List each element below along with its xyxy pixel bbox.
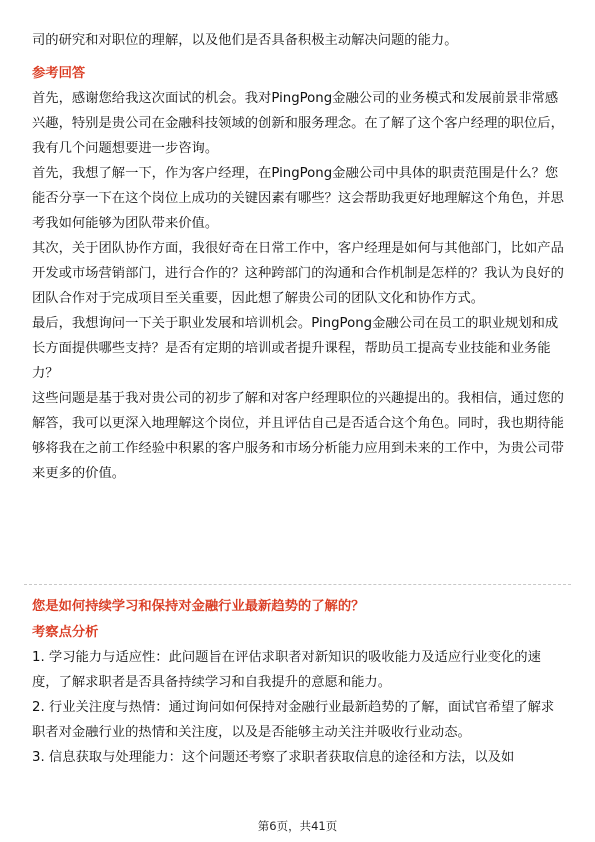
page-indicator: 第6页，共41页: [257, 819, 338, 833]
question-section: [32, 594, 564, 770]
answer-paragraph-4: 最后，我想询问一下关于职业发展和培训机会。PingPong金融公司在员工的职业规划和成长方面提供哪些支持？是否有定期的培训或者提升课程，帮助员工提高专业技能和业务能力？: [32, 316, 559, 381]
answer-paragraph-2: 首先，我想了解一下，作为客户经理，在PingPong金融公司中具体的职责范围是什么？您能否分享一下在这个岗位上成功的关键因素有哪些？这会帮助我更好地理解这个角色，并思考我如何能够为团队带来价值。: [32, 166, 564, 231]
answer-paragraph-5: 这些问题是基于我对贵公司的初步了解和对客户经理职位的兴趣提出的。我相信，通过您的解答，我可以更深入地理解这个岗位，并且评估自己是否适合这个角色。同时，我也期待能够将我在之前工作经验中积累的客户服务和市场分析能力应用到未来的工作中，为贵公司带来更多的价值。: [32, 391, 564, 481]
intro-tail-text: 司的研究和对职位的理解，以及他们是否具备积极主动解决问题的能力。: [32, 33, 458, 48]
analysis-point-2: 2. 行业关注度与热情：通过询问如何保持对金融行业最新趋势的了解，面试官希望了解求职者对金融行业的热情和关注度，以及是否能够主动关注并吸收行业动态。: [32, 700, 555, 740]
question-heading: 您是如何持续学习和保持对金融行业最新趋势的了解的？: [32, 599, 365, 614]
analysis-point-3: 3. 信息获取与处理能力：这个问题还考察了求职者获取信息的途径和方法，以及如: [32, 750, 515, 765]
reference-answer-label: 参考回答: [32, 66, 86, 81]
answer-paragraph-1: 首先，感谢您给我这次面试的机会。我对PingPong金融公司的业务模式和发展前景非常感兴趣，特别是贵公司在金融科技领域的创新和服务理念。在了解了这个客户经理的职位后，我有几个问题想要进一步咨询。: [32, 91, 564, 156]
answer-section: [32, 28, 564, 486]
analysis-label: 考察点分析: [32, 625, 99, 640]
answer-paragraph-3: 其次，关于团队协作方面，我很好奇在日常工作中，客户经理是如何与其他部门，比如产品开发或市场营销部门，进行合作的？这种跨部门的沟通和合作机制是怎样的？我认为良好的团队合作对于完成项目至关重要，因此想了解贵公司的团队文化和协作方式。: [32, 241, 564, 306]
analysis-point-1: 1. 学习能力与适应性：此问题旨在评估求职者对新知识的吸收能力及适应行业变化的速度，了解求职者是否具备持续学习和自我提升的意愿和能力。: [32, 650, 541, 690]
section-divider: [24, 584, 571, 585]
